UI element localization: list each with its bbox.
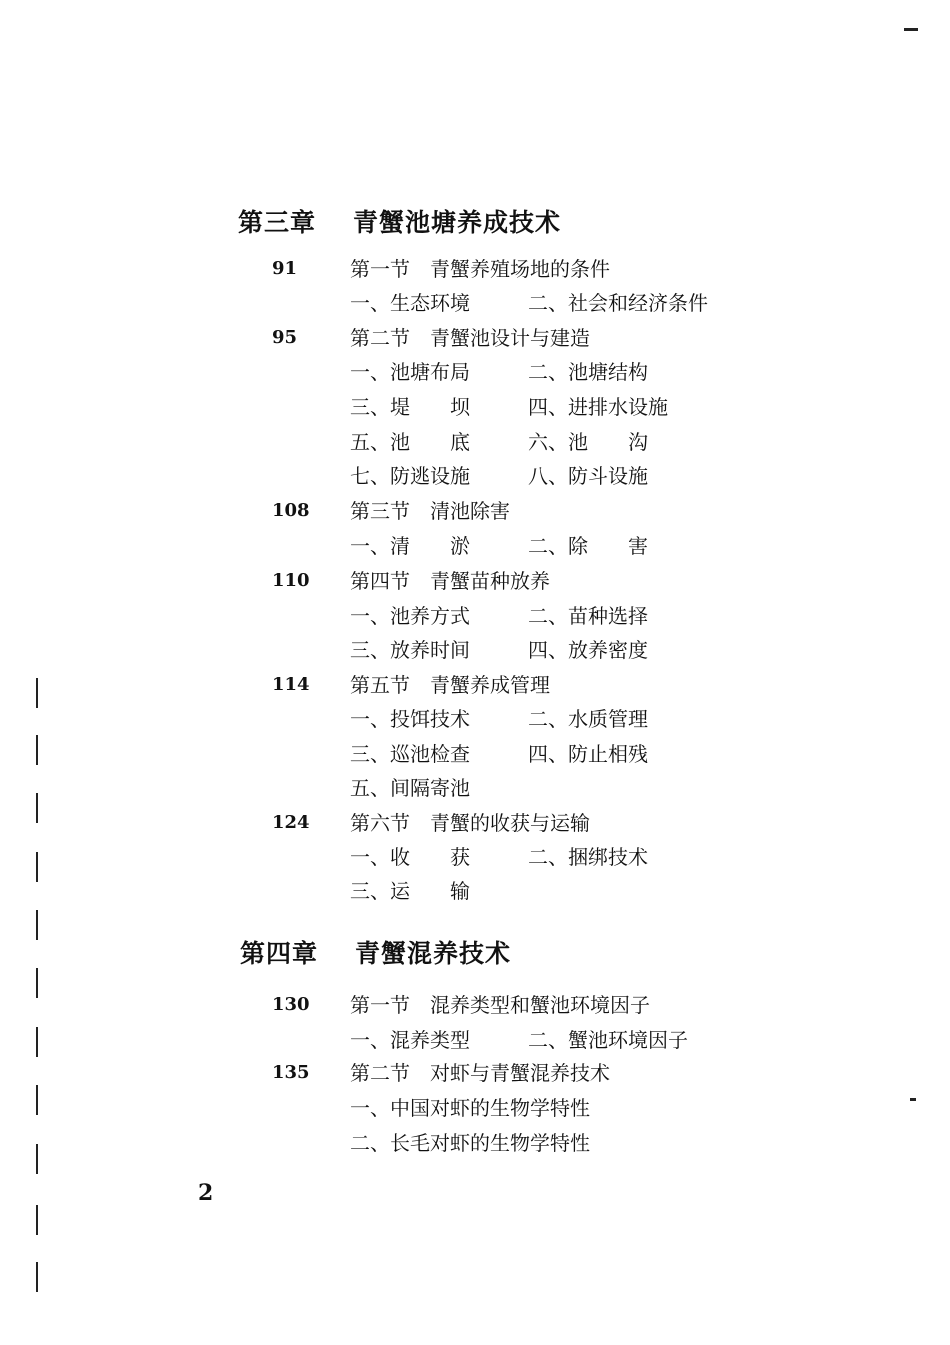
gutter-mark (36, 1262, 38, 1292)
gutter-mark (36, 852, 38, 882)
toc-item-row (0, 427, 950, 457)
toc-item-row (0, 635, 950, 665)
page-number: 130 (272, 994, 310, 1015)
toc-item: 三、运 输 (350, 879, 470, 903)
toc-item-row (0, 392, 950, 422)
gutter-mark (36, 1027, 38, 1057)
toc-item-row (0, 1093, 950, 1123)
toc-item: 二、除 害 (528, 534, 648, 558)
toc-item-row (0, 288, 950, 318)
section-title: 第一节 青蟹养殖场地的条件 (350, 257, 610, 281)
gutter-mark (36, 1205, 38, 1235)
toc-item: 二、池塘结构 (528, 360, 648, 384)
page-folio: 2 (198, 1180, 214, 1206)
toc-item: 八、防斗设施 (528, 464, 648, 488)
gutter-mark (36, 678, 38, 708)
section-title: 第一节 混养类型和蟹池环境因子 (350, 993, 650, 1017)
toc-item-row (0, 773, 950, 803)
toc-item-row (0, 842, 950, 872)
toc-item: 二、蟹池环境因子 (528, 1028, 688, 1052)
gutter-mark (36, 793, 38, 823)
scan-mark (904, 28, 918, 31)
toc-item: 二、水质管理 (528, 707, 648, 731)
toc-item-row (0, 876, 950, 906)
toc-item: 四、防止相残 (528, 742, 648, 766)
scan-mark (910, 1098, 916, 1101)
toc-item: 五、池 底 (350, 430, 470, 454)
toc-item-row (0, 531, 950, 561)
toc-item: 三、放养时间 (350, 638, 470, 662)
toc-section-row[interactable] (0, 254, 950, 284)
toc-item: 一、混养类型 (350, 1028, 470, 1052)
page-number: 110 (272, 570, 310, 591)
toc-item-row (0, 1025, 950, 1055)
toc-item: 一、清 淤 (350, 534, 470, 558)
toc-item: 一、中国对虾的生物学特性 (350, 1096, 590, 1120)
section-title: 第五节 青蟹养成管理 (350, 673, 550, 697)
toc-section-row[interactable] (0, 670, 950, 700)
section-title: 第二节 青蟹池设计与建造 (350, 326, 590, 350)
toc-item: 一、池养方式 (350, 604, 470, 628)
toc-section-row[interactable] (0, 990, 950, 1020)
section-title: 第三节 清池除害 (350, 499, 510, 523)
chapter-number: 第四章 (240, 939, 319, 968)
toc-item-row (0, 739, 950, 769)
gutter-mark (36, 1085, 38, 1115)
toc-item-row (0, 601, 950, 631)
toc-section-row[interactable] (0, 808, 950, 838)
gutter-mark (36, 910, 38, 940)
gutter-mark (36, 735, 38, 765)
chapter-title: 青蟹混养技术 (355, 939, 512, 968)
toc-section-row[interactable] (0, 1058, 950, 1088)
toc-item: 一、投饵技术 (350, 707, 470, 731)
section-title: 第六节 青蟹的收获与运输 (350, 811, 590, 835)
toc-item: 二、长毛对虾的生物学特性 (350, 1131, 590, 1155)
toc-item: 三、堤 坝 (350, 395, 470, 419)
toc-item: 五、间隔寄池 (350, 776, 470, 800)
toc-item: 三、巡池检查 (350, 742, 470, 766)
page-number: 114 (272, 674, 310, 695)
chapter-number: 第三章 (238, 208, 317, 237)
toc-item: 二、苗种选择 (528, 604, 648, 628)
toc-section-row[interactable] (0, 323, 950, 353)
toc-item-row (0, 1128, 950, 1158)
toc-item: 四、放养密度 (528, 638, 648, 662)
page-number: 124 (272, 812, 310, 833)
page-number: 108 (272, 500, 310, 521)
toc-item: 二、社会和经济条件 (528, 291, 708, 315)
toc-item: 六、池 沟 (528, 430, 648, 454)
section-title: 第四节 青蟹苗种放养 (350, 569, 550, 593)
page-number: 91 (272, 258, 298, 279)
chapter-title: 青蟹池塘养成技术 (353, 208, 562, 237)
toc-item-row (0, 357, 950, 387)
gutter-mark (36, 1144, 38, 1174)
toc-item: 一、池塘布局 (350, 360, 470, 384)
toc-section-row[interactable] (0, 496, 950, 526)
toc-section-row[interactable] (0, 566, 950, 596)
toc-item: 四、进排水设施 (528, 395, 668, 419)
page-number: 135 (272, 1062, 310, 1083)
toc-item: 一、生态环境 (350, 291, 470, 315)
toc-item: 二、捆绑技术 (528, 845, 648, 869)
toc-item-row (0, 461, 950, 491)
section-title: 第二节 对虾与青蟹混养技术 (350, 1061, 610, 1085)
toc-item: 一、收 获 (350, 845, 470, 869)
toc-item-row (0, 704, 950, 734)
toc-item: 七、防逃设施 (350, 464, 470, 488)
page-number: 95 (272, 327, 298, 348)
gutter-mark (36, 968, 38, 998)
